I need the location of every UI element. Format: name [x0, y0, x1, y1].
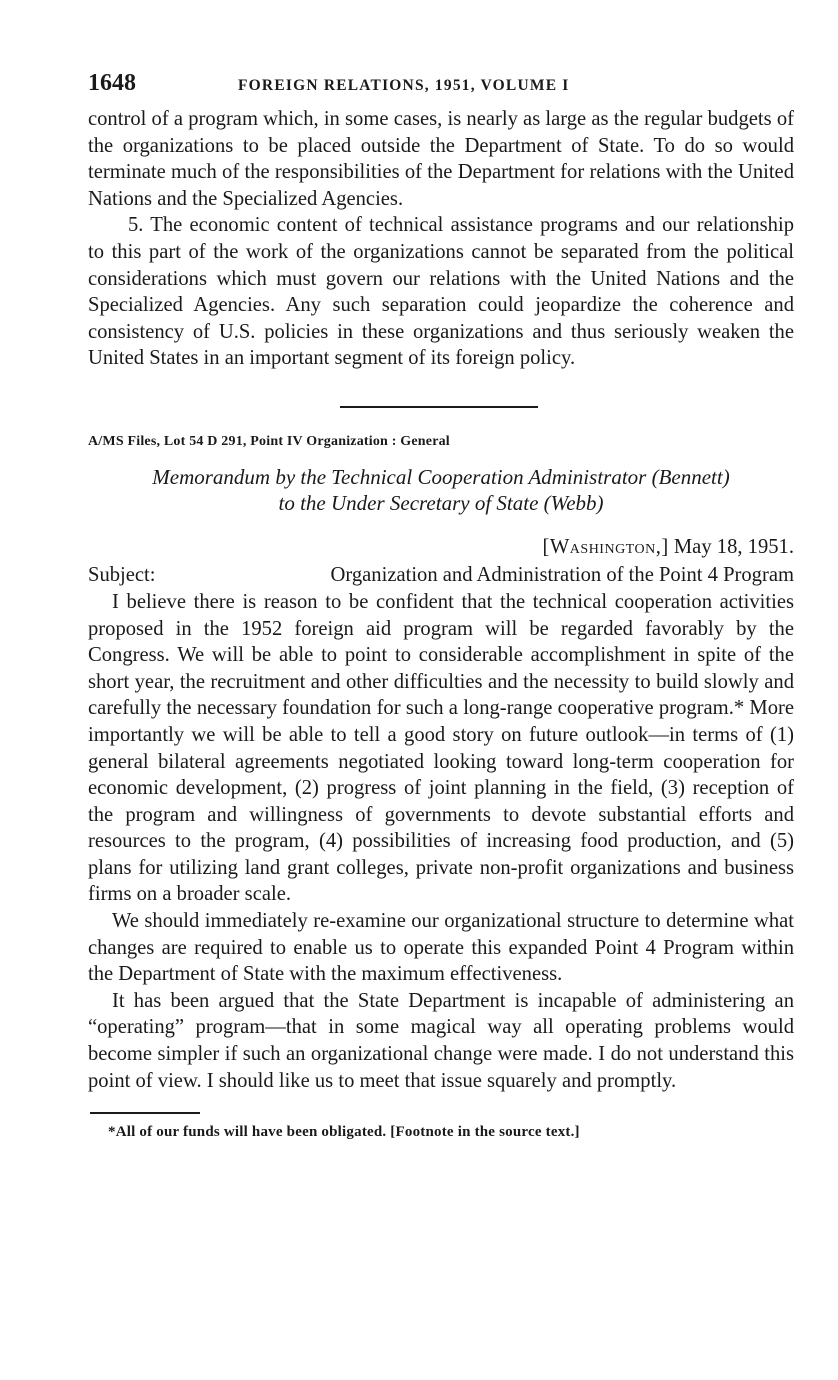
running-head	[88, 70, 794, 106]
memo-paragraph-3: It has been argued that the State Department is incapable of administering an “operating” program—that in some magical way all operating problems would become simpler if such an organizational change were made. I do not understand this point of view. I should like us to meet that issue squarely and promptly.	[88, 989, 794, 1092]
section-separator	[340, 406, 538, 408]
dateline-date: May 18, 1951.	[673, 535, 794, 558]
dateline	[88, 533, 794, 561]
document-title-line-2: to the Under Secretary of State (Webb)	[278, 490, 604, 515]
memo-paragraph-1: I believe there is reason to be confident that the technical cooperation activities proposed in the 1952 foreign aid program will be regarded favorably by the Congress. We will be able to point to considerable accomplishment in spite of the short year, the recruitment and other difficulties and the necessity to build slowly and carefully the necessary foundation for such a long-range cooperative program.* More importantly we will be able to tell a good story on future outlook—in terms of (1) general bilateral agreements negotiated looking toward long-term cooperation for economic development, (2) progress of joint planning in the field, (3) reception of the program and willingness of governments to devote substantial efforts and resources to the program, (4) possibilities of increasing food production, and (5) plans for utilizing land grant colleges, private non-profit organizations and business firms on a broader scale.	[88, 590, 794, 906]
continuation-paragraph: control of a program which, in some cases, is nearly as large as the regular budgets of the organizations to be placed outside the Department of State. To do so would terminate much of the responsibilities of the Department for relations with the United Nations and the Specialized Agencies.	[88, 108, 794, 210]
memo-paragraph-2: We should immediately re-examine our organizational structure to determine what changes are required to enable us to operate this expanded Point 4 Program within the Department of State with the maximum effectiveness.	[88, 910, 794, 986]
page-number: 1648	[88, 70, 136, 96]
footnote: *All of our funds will have been obligated. [Footnote in the source text.]	[108, 1124, 580, 1141]
document-page	[88, 70, 794, 1141]
subject-label: Subject:	[88, 563, 156, 586]
file-reference: A/MS Files, Lot 54 D 291, Point IV Organization : General	[88, 433, 450, 449]
document-title-line-1: Memorandum by the Technical Cooperation Administrator (Bennett)	[152, 464, 730, 489]
dateline-place: [Washington,]	[542, 535, 669, 558]
running-head-title: FOREIGN RELATIONS, 1951, VOLUME I	[238, 77, 570, 94]
footnote-rule	[90, 1112, 200, 1114]
point-5-paragraph: 5. The economic content of technical assistance programs and our relationship to this part of the work of the organizations cannot be separated from the political considerations which must govern our relations with the United Nations and the Specialized Agencies. Any such separation could jeopardize the coherence and consistency of U.S. policies in these organizations and thus seriously weaken the United States in an important segment of its foreign policy.	[88, 214, 794, 370]
subject-text: Organization and Administration of the Point 4 Program	[330, 563, 794, 586]
document-title	[88, 464, 794, 516]
subject-line	[88, 561, 794, 589]
